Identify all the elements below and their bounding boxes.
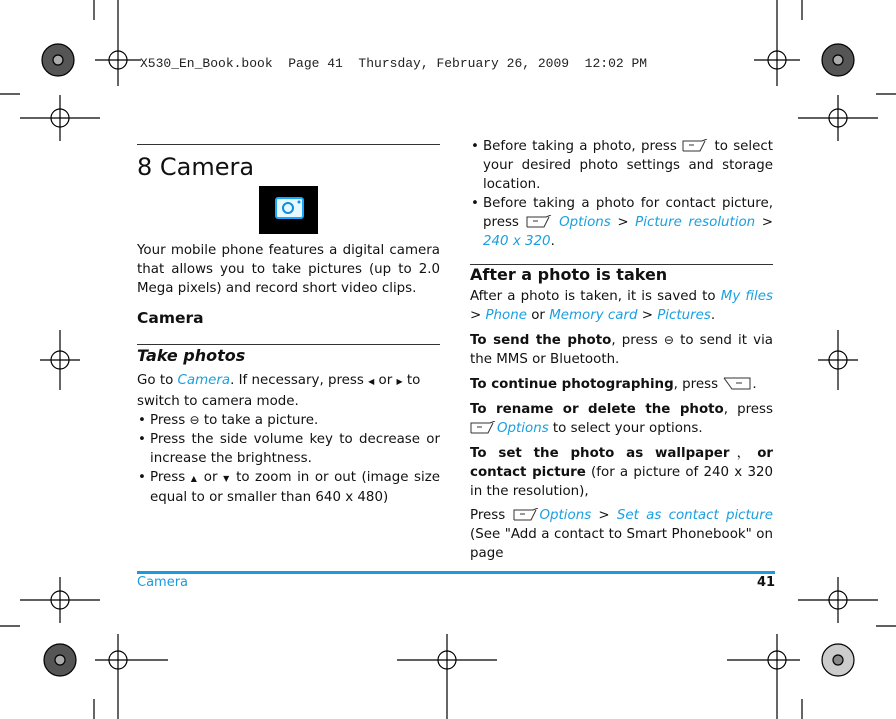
text: To continue photographing xyxy=(470,377,674,392)
starburst-icon xyxy=(822,644,854,676)
text: . xyxy=(710,308,716,323)
list-item xyxy=(483,194,773,251)
my-files-link[interactable]: My files xyxy=(720,289,773,304)
text: > xyxy=(591,508,617,523)
phone-link[interactable]: Phone xyxy=(485,308,527,323)
section-heading: After a photo is taken xyxy=(470,265,668,284)
options-link[interactable]: Options xyxy=(539,508,592,523)
footer-section: Camera xyxy=(137,575,189,590)
set-as-contact-picture-link[interactable]: Set as contact picture xyxy=(616,508,774,523)
left-softkey-icon xyxy=(470,421,497,434)
right-key-icon: ▶ xyxy=(396,377,403,386)
intro-text: Your mobile phone features a digital camera that allows you to take pictures (up to 2.0 Mega pixels) and record short video clips. xyxy=(137,243,440,296)
bullet-list xyxy=(137,411,440,507)
pictures-link[interactable]: Pictures xyxy=(657,308,711,323)
crosshair-icon xyxy=(798,577,878,623)
text: (for a picture of 240 x 320 in the resolution), xyxy=(470,465,774,499)
ok-key-icon: ⊖ xyxy=(189,413,200,427)
crosshair-icon xyxy=(40,330,80,390)
text: Before taking a photo, press xyxy=(483,139,683,154)
page-number: 41 xyxy=(757,575,776,590)
text: to zoom in or out (image size equal to or smaller than 640 x 480) xyxy=(150,470,441,505)
camera-icon xyxy=(259,186,318,234)
text: , press xyxy=(723,402,773,417)
goto-text xyxy=(137,371,440,412)
text: Press xyxy=(150,413,190,428)
divider xyxy=(137,144,440,145)
text: . xyxy=(752,377,757,392)
text: Go to xyxy=(137,373,178,388)
crosshair-icon xyxy=(20,577,100,623)
starburst-icon xyxy=(822,44,854,76)
text: To rename or delete the photo xyxy=(470,402,724,417)
camera-link[interactable]: Camera xyxy=(177,373,231,388)
starburst-icon xyxy=(44,644,76,676)
bullet-list xyxy=(470,137,773,251)
text: > xyxy=(637,308,658,323)
text: to switch to camera mode. xyxy=(137,373,421,409)
text: to select your desired photo settings and storage location. xyxy=(483,139,773,192)
chapter-title: 8 Camera xyxy=(137,153,255,181)
text: Press xyxy=(470,508,513,523)
text: > xyxy=(470,308,486,323)
text: Before taking a photo for contact picture, press xyxy=(483,196,773,230)
memory-card-link[interactable]: Memory card xyxy=(549,308,638,323)
wallpaper-text xyxy=(470,444,773,501)
crosshair-icon xyxy=(397,634,497,719)
starburst-icon xyxy=(42,44,74,76)
text: To send the photo xyxy=(470,333,612,348)
text: ， xyxy=(729,446,758,461)
up-key-icon: ▲ xyxy=(190,474,199,483)
text: Press xyxy=(150,470,191,485)
send-text xyxy=(470,331,773,369)
crosshair-icon xyxy=(20,95,100,141)
footer-rule xyxy=(137,571,775,574)
text: to select your options. xyxy=(548,421,703,436)
resolution-value-link[interactable]: 240 x 320 xyxy=(483,234,551,249)
crosshair-icon xyxy=(727,634,800,719)
text: . xyxy=(550,234,555,249)
text: To set the photo as wallpaper xyxy=(470,446,730,461)
crosshair-icon xyxy=(95,634,168,719)
picture-resolution-link[interactable]: Picture resolution xyxy=(635,215,756,230)
text: > xyxy=(610,215,636,230)
text: , press xyxy=(673,377,723,392)
text: or contact picture xyxy=(470,446,773,480)
list-item xyxy=(483,137,773,194)
down-key-icon: ▼ xyxy=(223,474,231,483)
text: (See "Add a contact to Smart Phonebook" on page xyxy=(470,527,773,561)
text: or xyxy=(374,373,397,388)
text: . If necessary, press xyxy=(230,373,369,388)
text: or xyxy=(198,470,224,485)
divider xyxy=(137,344,440,345)
left-softkey-icon xyxy=(513,508,540,521)
right-softkey-icon xyxy=(722,377,752,390)
crosshair-icon xyxy=(798,95,878,141)
print-header: X530_En_Book.book Page 41 Thursday, February 26, 2009 12:02 PM xyxy=(140,56,648,71)
crosshair-icon xyxy=(754,0,800,86)
after-text xyxy=(470,287,773,325)
continue-text xyxy=(470,375,773,394)
section-heading: Camera xyxy=(137,309,204,327)
left-key-icon: ◀ xyxy=(368,377,375,386)
press-text xyxy=(470,506,773,563)
left-softkey-icon xyxy=(526,215,553,228)
left-softkey-icon xyxy=(682,139,709,152)
list-item: • Press the side volume key to decrease or increase the brightness. xyxy=(150,430,440,468)
text: , press xyxy=(611,333,664,348)
crosshair-icon xyxy=(95,0,141,86)
rename-text xyxy=(470,400,773,438)
list-item xyxy=(150,411,440,430)
options-link[interactable]: Options xyxy=(559,215,611,230)
crosshair-icon xyxy=(818,330,858,390)
text: to send it via the MMS or Bluetooth. xyxy=(470,333,774,367)
text: or xyxy=(526,308,550,323)
text: to take a picture. xyxy=(199,413,319,428)
subsection-heading: Take photos xyxy=(137,346,246,365)
options-link[interactable]: Options xyxy=(497,421,549,436)
text: > xyxy=(755,215,773,230)
ok-key-icon: ⊖ xyxy=(663,333,674,347)
list-item xyxy=(150,468,440,507)
text: After a photo is taken, it is saved to xyxy=(470,289,721,304)
